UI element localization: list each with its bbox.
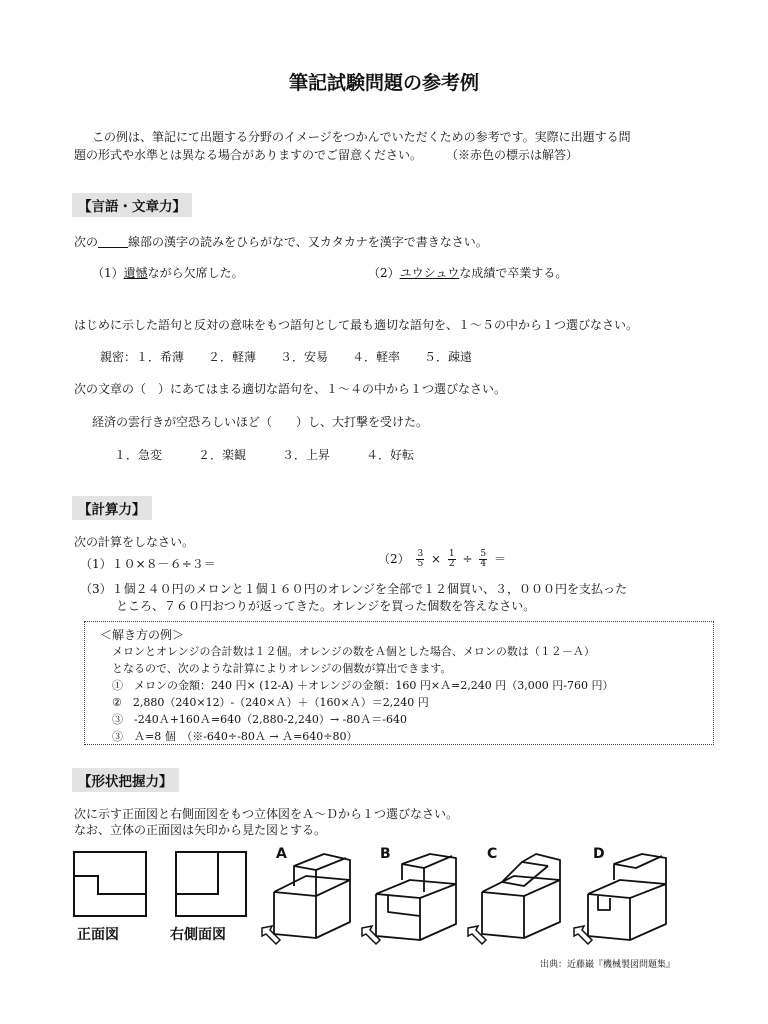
intro-note: （※赤色の標示は解答） <box>446 148 579 162</box>
choice-label-d: D <box>593 846 605 862</box>
source-credit: 出典：近藤巌『機械製図問題集』 <box>540 960 676 970</box>
kanji-item-2 <box>368 264 567 281</box>
choice-a-figure <box>258 852 360 948</box>
calc-problem-2 <box>378 550 506 569</box>
item-number: （1） <box>92 266 124 280</box>
underlined-word: ユウシュウ <box>399 266 460 280</box>
underline-blank <box>98 235 128 248</box>
intro-line-1: この例は、筆記にて出題する分野のイメージをつかんでいただくための参考です。実際に出題する問 <box>92 130 631 144</box>
antonym-options: 親密：１．希薄 ２．軽薄 ３．安易 ４．軽率 ５．疎遠 <box>100 350 473 364</box>
section-heading-shape: 【形状把握力】 <box>72 768 179 792</box>
shape-instruction-2: なお、立体の正面図は矢印から見た図とする。 <box>74 823 327 837</box>
solution-line-1: メロンとオレンジの合計数は１２個。オレンジの数をＡ個とした場合、メロンの数は（１２－Ａ） <box>112 645 595 658</box>
fraction-1: $\frac{3}{5}$ <box>417 549 424 569</box>
fraction-2: $\frac{1}{2}$ <box>448 549 455 569</box>
operator: × <box>431 552 442 566</box>
question-text: 次の <box>74 235 99 249</box>
question-fill-blank: 次の文章の（ ）にあてはまる適切な語句を、１～４の中から１つ選びなさい。 <box>74 382 507 396</box>
fill-blank-sentence: 経済の雲行きが空恐ろしいほど（ ）し、大打撃を受けた。 <box>92 415 429 429</box>
calc-instruction: 次の計算をしなさい。 <box>74 535 195 549</box>
calc-problem-3-line-2: ところ、７６０円おつりが返ってきた。オレンジを買った個数を答えなさい。 <box>116 599 536 613</box>
item-text: な成績で卒業する。 <box>459 266 568 280</box>
question-antonym: はじめに示した語句と反対の意味をもつ語句として最も適切な語句を、１～５の中から１つ選びなさい。 <box>74 318 639 332</box>
side-view-figure <box>172 848 250 920</box>
solution-line-4: ② 2,880（240×12）-（240×Ａ）＋（160×Ａ）＝2,240 円 <box>112 696 429 709</box>
solution-line-5: ③ -240Ａ+160Ａ=640（2,880-2,240）→ -80Ａ＝-640 <box>112 713 407 726</box>
side-view-label: 右側面図 <box>170 927 226 943</box>
page-title: 筆記試験問題の参考例 <box>288 72 479 94</box>
section-heading-calc: 【計算力】 <box>72 496 152 520</box>
choice-label-a: A <box>276 846 287 862</box>
item-text: ながら欠席した。 <box>147 266 244 280</box>
intro-text: 題の形式や水準とは異なる場合がありますのでご留意ください。 <box>74 148 423 162</box>
front-view-figure <box>72 848 150 920</box>
item-number: （2） <box>368 266 400 280</box>
solution-line-3: ① メロンの金額：240 円× (12-A) ＋オレンジの金額：160 円×Ａ=2,240 円（3,000 円-760 円） <box>112 679 614 692</box>
section-heading-language: 【言語・文章力】 <box>72 193 192 217</box>
calc-problem-1: （1）１０×８－６÷３＝ <box>80 557 216 571</box>
choice-label-b: B <box>380 846 391 862</box>
question-text: 線部の漢字の読みをひらがなで、又カタカナを漢字で書きなさい。 <box>128 235 488 249</box>
shape-instruction-1: 次に示す正面図と右側面図をもつ立体図をＡ～Ｄから１つ選びなさい。 <box>74 807 459 821</box>
front-view-label: 正面図 <box>77 927 119 943</box>
solution-heading: ＜解き方の例＞ <box>100 628 185 642</box>
question-kanji <box>74 233 488 250</box>
equals: ＝ <box>493 552 506 566</box>
choice-b-figure <box>358 852 466 948</box>
solution-line-6: ③ Ａ=8 個 （※-640÷-80Ａ → Ａ=640÷80） <box>112 730 358 743</box>
intro-line-2 <box>74 146 578 163</box>
choice-label-c: C <box>487 846 498 862</box>
choice-c-figure <box>464 852 570 948</box>
kanji-item-1 <box>92 264 244 281</box>
calc-problem-3-line-1: （3）１個２４０円のメロンと１個１６０円のオレンジを全部で１２個買い、３，０００円を支払った <box>80 582 628 596</box>
solution-line-2: となるので、次のような計算によりオレンジの個数が算出できます。 <box>112 662 452 675</box>
fraction-3: $\frac{5}{4}$ <box>480 549 487 569</box>
fill-blank-options: １．急変 ２．楽観 ３．上昇 ４．好転 <box>114 448 415 462</box>
choice-d-figure <box>570 852 676 948</box>
underlined-word: 遺憾 <box>123 266 148 280</box>
problem-number: （2） <box>378 552 410 566</box>
operator: ÷ <box>462 552 473 566</box>
